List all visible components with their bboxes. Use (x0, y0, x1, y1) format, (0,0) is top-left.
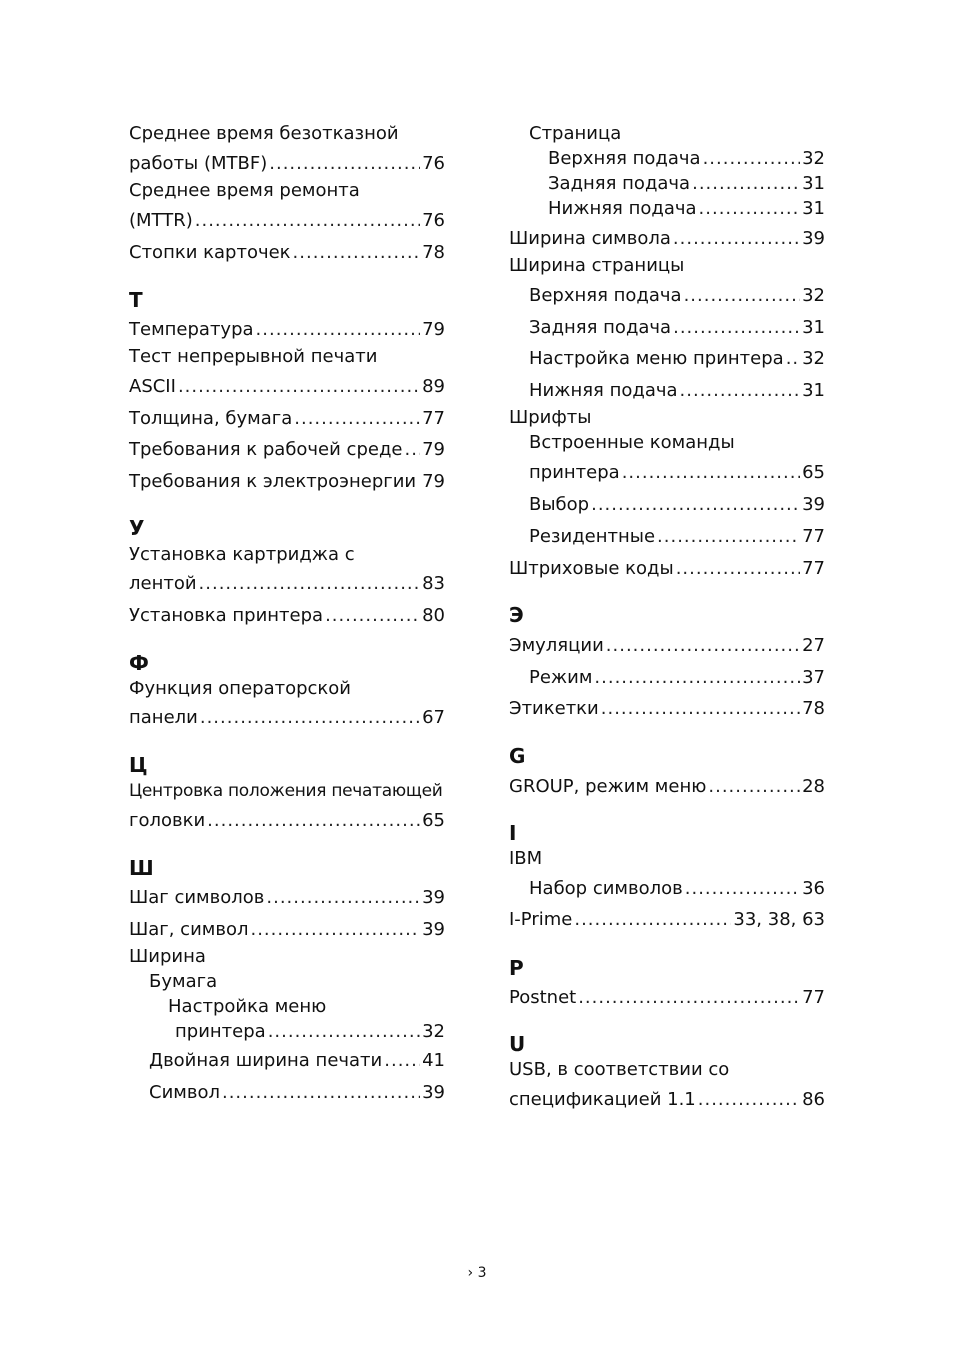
dot-leader (657, 526, 800, 548)
page-number: 89 (422, 376, 445, 397)
index-entry-label: Задняя подача (529, 317, 672, 338)
dot-leader (703, 148, 801, 170)
index-subentry (529, 878, 825, 900)
index-entry (129, 605, 445, 627)
index-entry-label: Среднее время ремонта (129, 180, 360, 201)
index-entry-label: Символ (149, 1082, 220, 1103)
dot-leader (601, 698, 800, 720)
index-entry-label: Эмуляции (509, 635, 604, 656)
dot-leader (591, 494, 800, 516)
index-entry (129, 887, 445, 909)
index-subentry (529, 317, 825, 339)
section-letter: Ш (129, 856, 154, 880)
dot-leader (418, 471, 420, 493)
section-letter: Ф (129, 651, 149, 675)
index-entry (509, 776, 825, 798)
index-entry (509, 909, 825, 931)
index-entry-label: Среднее время безотказной (129, 123, 399, 144)
dot-leader (269, 153, 420, 175)
index-subentry (529, 348, 825, 370)
dot-leader (685, 878, 800, 900)
index-subentry (529, 462, 825, 484)
index-entry (129, 376, 445, 398)
index-entry-label: Требования к электроэнергии (129, 471, 417, 492)
index-entry-label: (MTTR) (129, 210, 193, 231)
dot-leader (622, 462, 800, 484)
page-number: 77 (802, 526, 825, 547)
page-number: 76 (422, 210, 445, 231)
index-subentry (548, 148, 825, 170)
index-entry-label: головки (129, 810, 206, 831)
dot-leader (673, 317, 800, 339)
page-number: 67 (422, 707, 445, 728)
page-number: 31 (802, 317, 825, 338)
page-number: 32 (802, 148, 825, 169)
index-entry (509, 987, 825, 1009)
dot-leader (268, 1021, 420, 1043)
dot-leader (293, 242, 421, 264)
index-entry-label: IBM (509, 848, 543, 869)
index-entry-label: Температура (129, 319, 254, 340)
index-subentry (529, 380, 825, 402)
index-entry-label: USB, в соответствии со (509, 1059, 730, 1080)
page-number: 78 (802, 698, 825, 719)
index-entry-label: Штриховые коды (509, 558, 674, 579)
index-entry-label: Верхняя подача (529, 285, 682, 306)
index-entry-label: принтера (175, 1021, 266, 1042)
index-subentry (149, 1082, 445, 1104)
index-entry-label: Настройка меню принтера (529, 348, 784, 369)
dot-leader (266, 887, 420, 909)
page-number: 78 (422, 242, 445, 263)
index-entry-label: Режим (529, 667, 593, 688)
page-number: 86 (802, 1089, 825, 1110)
index-entry-label: Задняя подача (548, 173, 691, 194)
dot-leader (606, 635, 800, 657)
page-number: 77 (802, 558, 825, 579)
index-entry-label: Нижняя подача (548, 198, 697, 219)
dot-leader (692, 173, 800, 195)
index-entry-label: Толщина, бумага (129, 408, 293, 429)
index-entry-label: лентой (129, 573, 197, 594)
index-entry-label: Резидентные (529, 526, 656, 547)
dot-leader (676, 558, 800, 580)
index-entry-label: Страница (529, 123, 622, 144)
page-number: 77 (802, 987, 825, 1008)
page-number: 31 (802, 380, 825, 401)
dot-leader (256, 319, 421, 341)
index-entry (129, 810, 445, 832)
dot-leader (699, 198, 801, 220)
dot-leader (574, 909, 731, 931)
page-number: 76 (422, 153, 445, 174)
page-number: 39 (802, 494, 825, 515)
page-number: 79 (422, 439, 445, 460)
index-entry (129, 242, 445, 264)
dot-leader (195, 210, 420, 232)
index-entry-label: панели (129, 707, 198, 728)
dot-leader (404, 439, 420, 461)
index-entry (129, 573, 445, 595)
dot-leader (708, 776, 800, 798)
dot-leader (207, 810, 420, 832)
index-entry (129, 707, 445, 729)
index-entry-label: Этикетки (509, 698, 599, 719)
page-footer-number: › 3 (467, 1265, 487, 1281)
index-entry-label: Postnet (509, 987, 577, 1008)
section-letter: Ц (129, 753, 148, 777)
index-entry (129, 471, 445, 493)
index-entry (509, 635, 825, 657)
index-entry-label: Ширина символа (509, 228, 671, 249)
index-entry-label: Ширина (129, 946, 206, 967)
page-number: 79 (422, 319, 445, 340)
index-entry-label: Требования к рабочей среде (129, 439, 403, 460)
page-number: 41 (422, 1050, 445, 1071)
index-entry (509, 228, 825, 250)
page-number: 77 (422, 408, 445, 429)
dot-leader (673, 228, 800, 250)
page-number: 32 (802, 285, 825, 306)
index-subentry (175, 1021, 445, 1043)
section-letter: P (509, 956, 524, 980)
index-subentry (548, 173, 825, 195)
index-subentry-label: Встроенные команды (529, 432, 735, 453)
page-number: 28 (802, 776, 825, 797)
index-entry-label: Функция операторской (129, 678, 352, 699)
dot-leader (578, 987, 800, 1009)
index-entry-label: Двойная ширина печати (149, 1050, 383, 1071)
page-number: 33, 38, 63 (733, 909, 825, 930)
index-entry-label: Установка картриджа с (129, 544, 355, 565)
index-entry-label: Ширина страницы (509, 255, 685, 276)
index-entry-label: Центровка положения печатающей (129, 781, 443, 801)
index-entry-label: Тест непрерывной печати (129, 346, 378, 367)
page-number: 83 (422, 573, 445, 594)
page-number: 65 (422, 810, 445, 831)
index-entry (129, 153, 445, 175)
index-entry (129, 439, 445, 461)
index-entry (129, 319, 445, 341)
index-entry-label: принтера (529, 462, 620, 483)
index-entry (129, 210, 445, 232)
page-number: 31 (802, 198, 825, 219)
section-letter: U (509, 1032, 526, 1056)
index-subentry-label: Бумага (149, 971, 218, 992)
page-number: 65 (802, 462, 825, 483)
index-entry (509, 1089, 825, 1111)
section-letter: У (129, 516, 145, 540)
index-entry-label: Установка принтера (129, 605, 324, 626)
index-entry-label: Нижняя подача (529, 380, 678, 401)
page-number: 39 (422, 919, 445, 940)
index-subentry (548, 198, 825, 220)
index-entry (129, 919, 445, 941)
index-subentry (529, 285, 825, 307)
section-letter: I (509, 821, 517, 845)
page-number: 39 (422, 1082, 445, 1103)
section-letter: Т (129, 288, 143, 312)
index-subentry (529, 526, 825, 548)
index-entry (509, 698, 825, 720)
page-number: 39 (422, 887, 445, 908)
index-subentry-label: Настройка меню (168, 996, 327, 1017)
section-letter: Э (509, 603, 524, 627)
index-entry-label: Шаг, символ (129, 919, 249, 940)
index-subentry (529, 494, 825, 516)
page-number: 32 (422, 1021, 445, 1042)
index-entry-label: ASCII (129, 376, 176, 397)
page-number: 27 (802, 635, 825, 656)
index-subentry (149, 1050, 445, 1072)
dot-leader (698, 1089, 800, 1111)
index-entry-label: Верхняя подача (548, 148, 701, 169)
dot-leader (294, 408, 420, 430)
dot-leader (178, 376, 420, 398)
index-entry-label: Стопки карточек (129, 242, 291, 263)
index-entry-label: Выбор (529, 494, 590, 515)
dot-leader (786, 348, 800, 370)
index-subentry (529, 667, 825, 689)
index-entry-label: Набор символов (529, 878, 683, 899)
page-number: 39 (802, 228, 825, 249)
page-number: 32 (802, 348, 825, 369)
dot-leader (325, 605, 420, 627)
page-number: 80 (422, 605, 445, 626)
section-letter: G (509, 744, 526, 768)
dot-leader (684, 285, 801, 307)
dot-leader (200, 707, 420, 729)
page-number: 79 (422, 471, 445, 492)
page-number: 37 (802, 667, 825, 688)
index-entry (129, 408, 445, 430)
dot-leader (250, 919, 420, 941)
index-entry-label: GROUP, режим меню (509, 776, 707, 797)
dot-leader (199, 573, 421, 595)
page-number: 31 (802, 173, 825, 194)
index-entry-label: I-Prime (509, 909, 573, 930)
dot-leader (594, 667, 800, 689)
dot-leader (384, 1050, 420, 1072)
index-entry (509, 558, 825, 580)
dot-leader (222, 1082, 420, 1104)
dot-leader (680, 380, 801, 402)
index-entry-label: работы (MTBF) (129, 153, 268, 174)
index-entry-label: Шрифты (509, 407, 592, 428)
page-number: 36 (802, 878, 825, 899)
index-entry-label: Шаг символов (129, 887, 265, 908)
index-entry-label: спецификацией 1.1 (509, 1089, 696, 1110)
